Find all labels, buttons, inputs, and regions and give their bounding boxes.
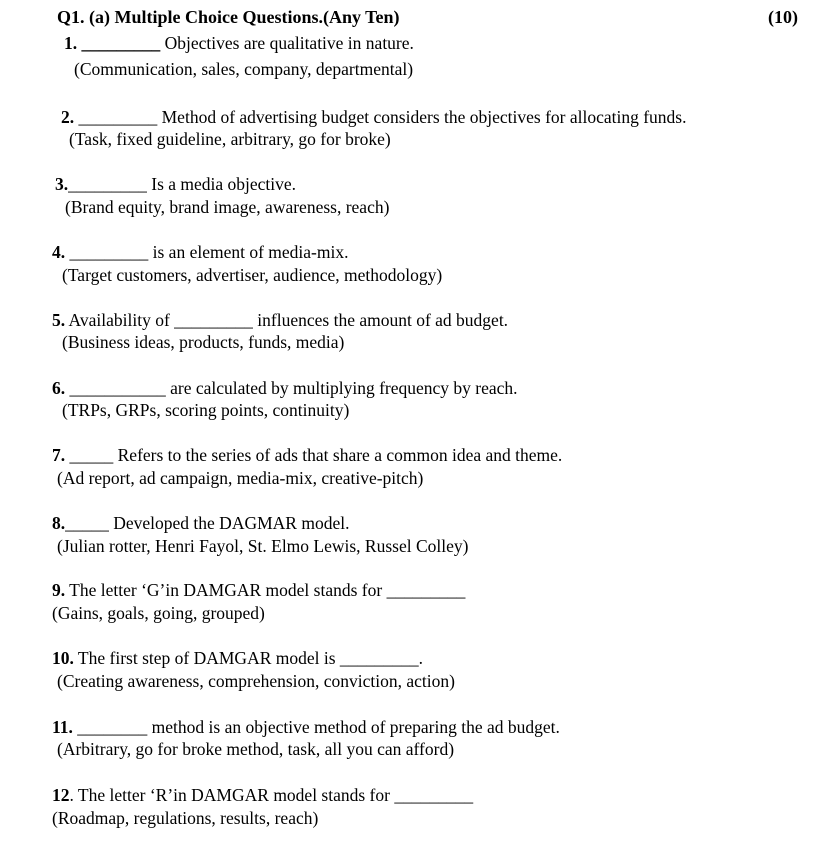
answer-blank: _________	[68, 174, 147, 194]
question-12-options: (Roadmap, regulations, results, reach)	[52, 808, 319, 828]
question-text: Refers to the series of ads that share a common idea and theme.	[113, 445, 563, 465]
question-number: 9.	[52, 580, 66, 600]
answer-blank: ___________	[65, 378, 166, 398]
answer-blank: _________	[386, 580, 466, 600]
answer-blank: _____	[65, 445, 114, 465]
question-1-options: (Communication, sales, company, departmental)	[74, 59, 414, 79]
question-4	[52, 242, 348, 262]
question-pre-text: The letter ‘G’in DAMGAR model stands for	[65, 580, 387, 600]
question-11-options: (Arbitrary, go for broke method, task, all you can afford)	[57, 739, 455, 759]
question-number: 1.	[64, 33, 78, 53]
question-text: is an element of media-mix.	[148, 242, 349, 262]
question-12	[52, 785, 473, 805]
question-5	[52, 310, 508, 330]
question-number: 7.	[52, 445, 66, 465]
question-8-options: (Julian rotter, Henri Fayol, St. Elmo Lewis, Russel Colley)	[57, 536, 469, 556]
answer-blank: _________	[174, 310, 253, 330]
question-pre-text: Availability of	[65, 310, 175, 330]
question-3-options: (Brand equity, brand image, awareness, reach)	[65, 197, 390, 217]
answer-blank: _________	[81, 33, 161, 53]
question-10-options: (Creating awareness, comprehension, conviction, action)	[57, 671, 455, 691]
question-2	[61, 107, 687, 127]
answer-blank: _________	[74, 107, 158, 127]
question-7	[52, 445, 562, 465]
question-7-options: (Ad report, ad campaign, media-mix, creative-pitch)	[57, 468, 424, 488]
answer-blank: _________	[394, 785, 474, 805]
question-number: 6.	[52, 378, 66, 398]
marks-label: (10)	[768, 7, 798, 27]
question-text: Method of advertising budget considers the objectives for allocating funds.	[157, 107, 687, 127]
question-1	[64, 33, 414, 53]
question-pre-text: The first step of DAMGAR model is	[73, 648, 340, 668]
question-8	[52, 513, 349, 533]
question-4-options: (Target customers, advertiser, audience, methodology)	[62, 265, 443, 285]
question-text: Objectives are qualitative in nature.	[160, 33, 414, 53]
question-9	[52, 580, 465, 600]
question-6-options: (TRPs, GRPs, scoring points, continuity)	[62, 400, 350, 420]
question-6	[52, 378, 518, 398]
question-5-options: (Business ideas, products, funds, media)	[62, 332, 345, 352]
question-number: 8.	[52, 513, 66, 533]
question-text: method is an objective method of preparing the ad budget.	[147, 717, 560, 737]
question-number: 12	[52, 785, 70, 805]
answer-blank: _____	[65, 513, 109, 533]
section-title: Q1. (a) Multiple Choice Questions.(Any Ten)	[57, 7, 400, 27]
question-number: 11.	[52, 717, 73, 737]
question-number: 4.	[52, 242, 66, 262]
answer-blank: _________	[65, 242, 149, 262]
question-text: .	[418, 648, 424, 668]
question-number: 10.	[52, 648, 74, 668]
question-number: 2.	[61, 107, 75, 127]
answer-blank: _________	[339, 648, 419, 668]
question-text: Developed the DAGMAR model.	[108, 513, 350, 533]
question-number: 3.	[55, 174, 69, 194]
question-text: influences the amount of ad budget.	[252, 310, 509, 330]
question-number: 5.	[52, 310, 66, 330]
answer-blank: ________	[72, 717, 148, 737]
question-9-options: (Gains, goals, going, grouped)	[52, 603, 265, 623]
question-2-options: (Task, fixed guideline, arbitrary, go for broke)	[69, 129, 391, 149]
question-text: are calculated by multiplying frequency by reach.	[165, 378, 518, 398]
question-text: Is a media objective.	[146, 174, 297, 194]
question-10	[52, 648, 423, 668]
question-11	[52, 717, 560, 737]
question-3	[55, 174, 296, 194]
question-pre-text: . The letter ‘R’in DAMGAR model stands for	[69, 785, 395, 805]
